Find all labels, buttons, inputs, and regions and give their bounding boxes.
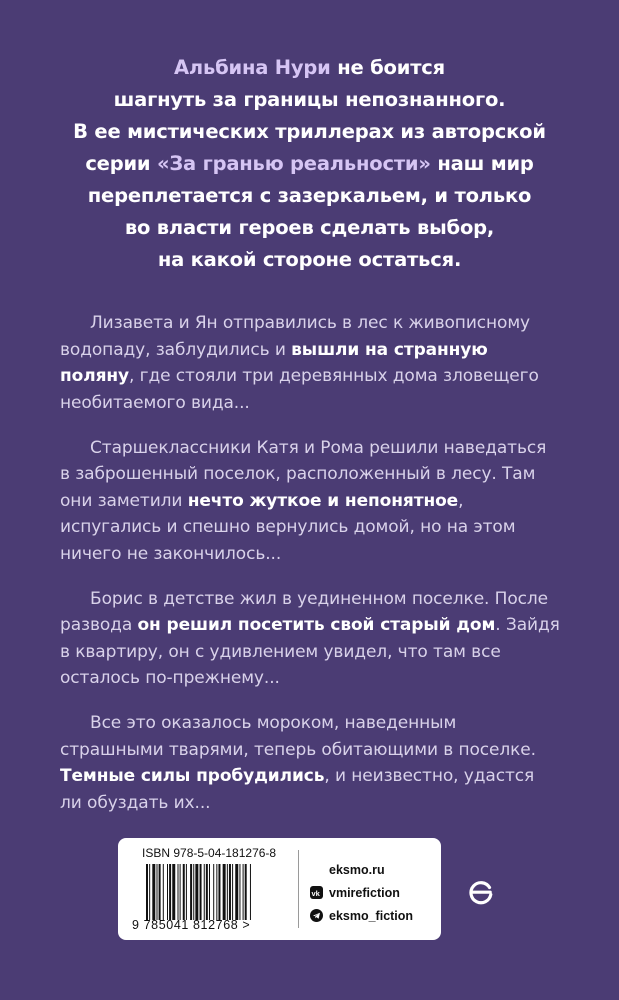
intro-line: во власти героев сделать выбор, [124, 216, 495, 239]
paragraph-text: , испугались и спешно вернулись домой, но на этом ничего не закончилось... [60, 490, 516, 564]
telegram-icon [310, 909, 323, 922]
paragraph-text: , где стояли три деревянных дома зловещего необитаемого вида... [60, 366, 539, 413]
site-label: eksmo.ru [329, 862, 385, 877]
intro-line: серии [85, 152, 157, 175]
paragraph-text: Борис в детстве жил в уединенном поселке. После развода [60, 588, 549, 635]
synopsis-paragraph [60, 586, 560, 692]
vk-label: vmirefiction [329, 885, 400, 900]
synopsis [60, 310, 560, 835]
series-name: «За гранью реальности» [156, 152, 431, 175]
barcode-card [118, 838, 441, 940]
paragraph-text: Старшеклассники Катя и Рома решили наведаться в заброшенный поселок, расположенный в лесу. Там они заметили [60, 437, 547, 511]
paragraph-text: , и неизвестно, удастся ли обуздать их... [60, 766, 535, 813]
paragraph-text: Лизавета и Ян отправились в лес к живописному водопаду, заблудились и [60, 313, 531, 360]
isbn-label: ISBN 978-5-04-181276-8 [142, 846, 277, 860]
telegram-link[interactable] [310, 904, 413, 927]
intro-line: не боится [330, 56, 445, 79]
vk-link[interactable] [310, 881, 413, 904]
divider [298, 850, 299, 928]
intro-line: на какой стороне остаться. [157, 248, 462, 271]
author-name: Альбина Нури [173, 56, 331, 79]
synopsis-paragraph [60, 310, 560, 416]
paragraph-emphasis: Темные силы пробудились [60, 766, 325, 786]
contact-links [310, 858, 413, 927]
intro-line: наш мир [430, 152, 534, 175]
paragraph-emphasis: нечто жуткое и непонятное [187, 490, 459, 511]
intro-line: В ее мистических триллерах из авторской [73, 120, 546, 143]
barcode-image [146, 864, 286, 920]
site-link[interactable] [310, 858, 413, 881]
intro-line: переплетается с зазеркальем, и только [87, 184, 532, 207]
telegram-label: eksmo_fiction [329, 908, 414, 923]
paragraph-emphasis: он решил посетить свой старый дом [137, 615, 496, 635]
intro-line: шагнуть за границы непознанного. [113, 88, 506, 111]
synopsis-paragraph [60, 435, 560, 568]
vk-icon [310, 886, 323, 899]
eksmo-logo-icon [467, 878, 495, 906]
paragraph-text: . Зайдя в квартиру, он с удивлением увидел, что там все осталось по-прежнему... [60, 615, 560, 688]
synopsis-paragraph [60, 710, 560, 816]
paragraph-emphasis: вышли на странную поляну [60, 339, 488, 386]
intro-blurb [40, 52, 579, 276]
paragraph-text: Все это оказалось мороком, наведенным страшными тварями, теперь обитающими в поселке. [60, 713, 536, 760]
svg-text:vk: vk [311, 888, 320, 898]
barcode-digits: 9 785041 812768 > [132, 918, 251, 932]
